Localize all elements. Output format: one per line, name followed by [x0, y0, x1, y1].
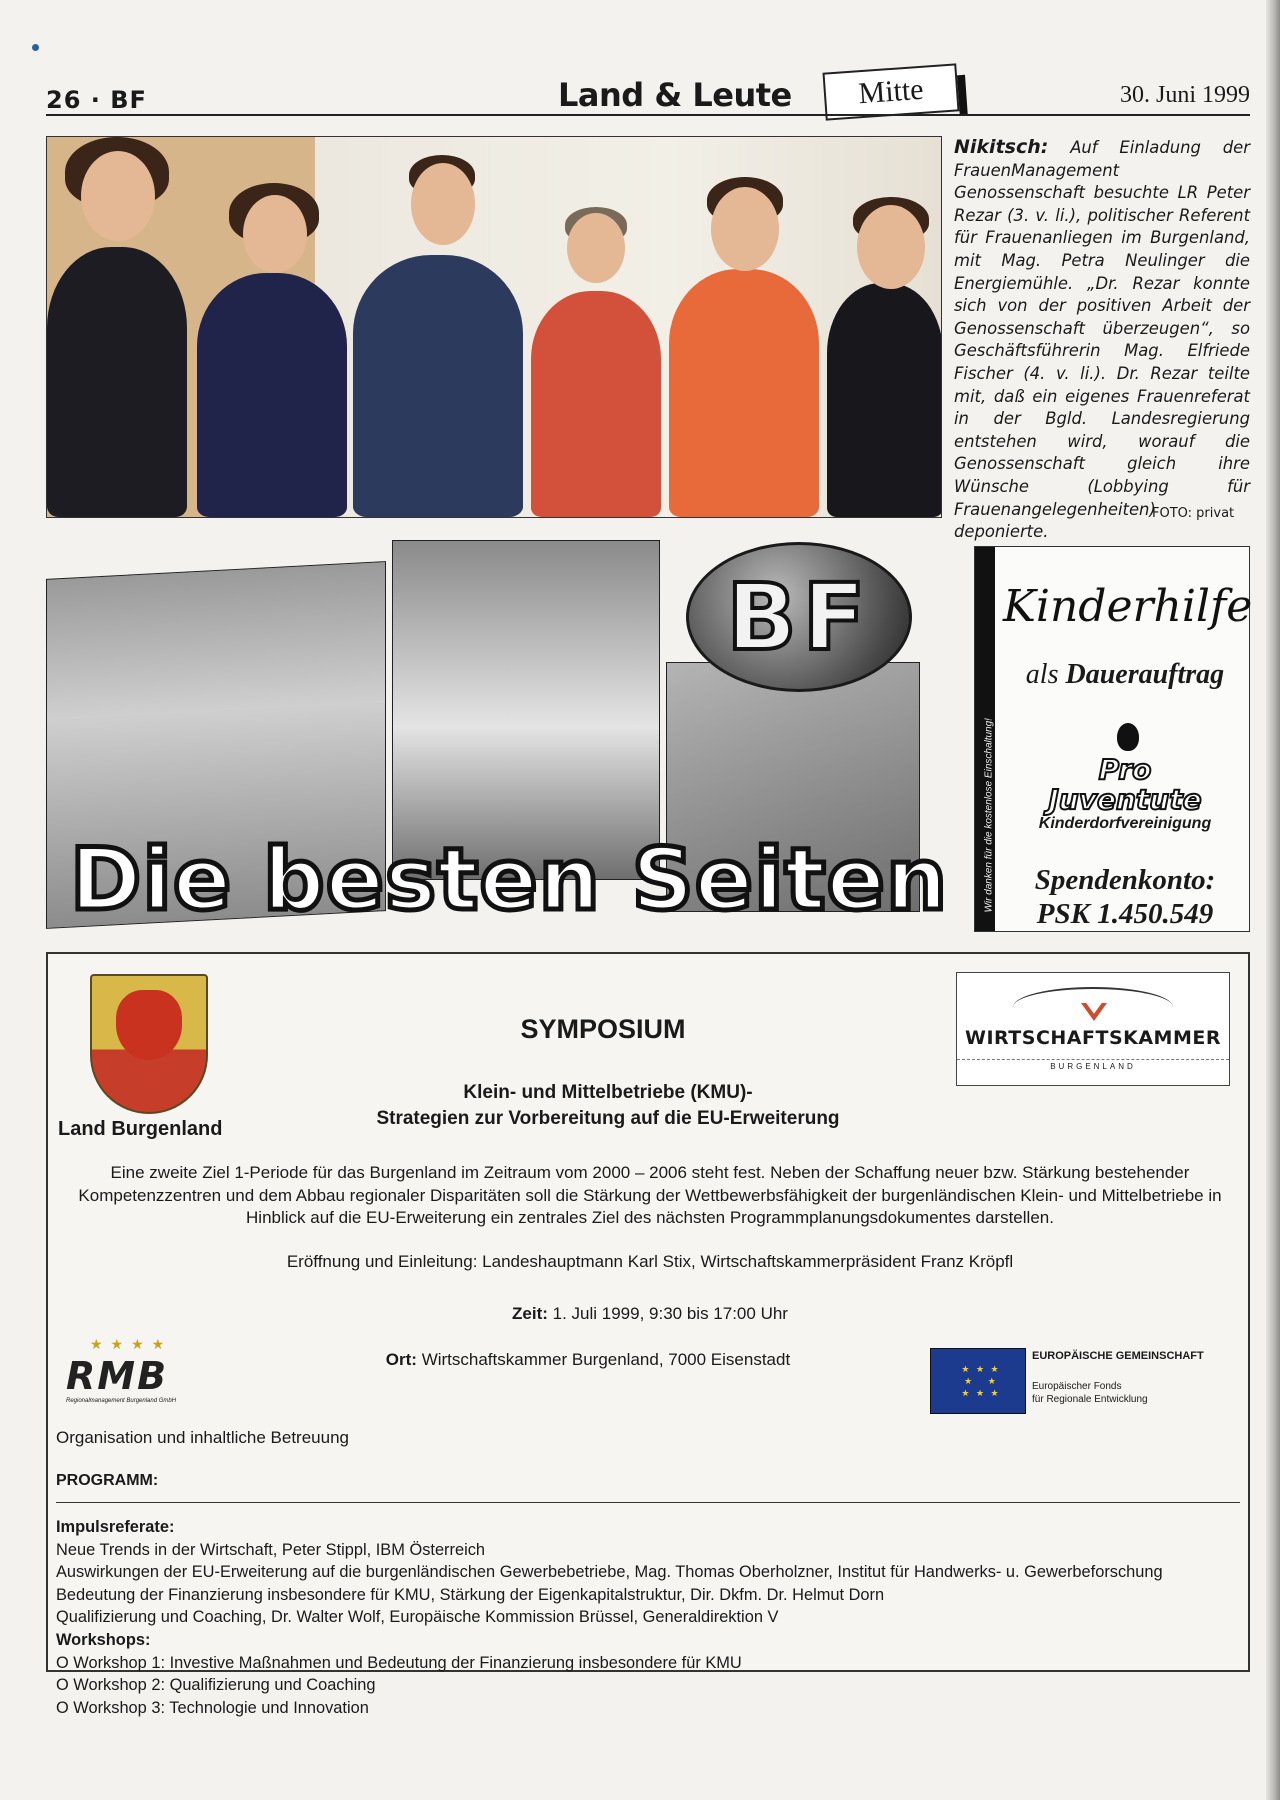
section-title: Land & Leute	[558, 76, 792, 114]
caption-lead: Nikitsch:	[954, 136, 1049, 158]
eu-title: EUROPÄISCHE GEMEINSCHAFT	[1032, 1350, 1204, 1362]
eu-sub-2: für Regionale Entwicklung	[1032, 1394, 1148, 1405]
wk-name: WIRTSCHAFTSKAMMER	[965, 1027, 1221, 1049]
burgenland-coat-of-arms	[90, 974, 208, 1114]
person-1-head	[81, 151, 155, 241]
page-number: 26 · BF	[46, 86, 147, 114]
impuls-item: Qualifizierung und Coaching, Dr. Walter Wolf, Europäische Kommission Brüssel, Generaldirektion V	[56, 1608, 779, 1627]
balloon-icon	[1117, 723, 1139, 751]
spendenkonto-label: Spendenkonto:	[1034, 864, 1216, 896]
ort-label: Ort:	[385, 1350, 417, 1369]
group-photo	[46, 136, 942, 518]
programm-heading: PROGRAMM:	[56, 1472, 159, 1489]
workshop-item: O Workshop 1: Investive Maßnahmen und Bedeutung der Finanzierung insbesondere für KMU	[56, 1653, 742, 1672]
person-4	[531, 291, 661, 517]
page-header	[46, 72, 1250, 114]
workshop-item: O Workshop 2: Qualifizierung und Coaching	[56, 1676, 376, 1695]
header-rule	[46, 114, 1250, 116]
photo-caption	[954, 136, 1250, 544]
symposium-intro: Eine zweite Ziel 1-Periode für das Burgenland im Zeitraum vom 2000 – 2006 steht fest. Neben der Schaffung neuer bzw. Stärkung bestehender Kompetenzzentren und dem Abbau regionaler Disparitäten soll die Stärkung der Wettbewerbsfähigkeit der burgenländischen Klein- und Mittelbetriebe in Hinblick auf die EU-Erweiterung ein zentrales Ziel des nächsten Programmplanungsdokumentes darstellen.	[78, 1163, 1222, 1227]
organisation-line: Organisation und inhaltliche Betreuung	[56, 1428, 349, 1447]
person-5	[669, 269, 819, 517]
workshops-heading: Workshops:	[56, 1630, 151, 1649]
bf-logo	[686, 542, 912, 692]
subtitle-line-2: Strategien zur Vorbereitung auf die EU-Erweiterung	[376, 1108, 840, 1129]
ad-stripe-text: Wir danken für die kostenlose Einschaltung!	[983, 718, 995, 913]
promo-collage	[46, 538, 949, 930]
stork-photo	[392, 540, 660, 880]
subtitle-line-1: Klein- und Mittelbetriebe (KMU)-	[463, 1082, 753, 1103]
programm-rule	[56, 1502, 1240, 1503]
land-burgenland-label: Land Burgenland	[58, 1118, 223, 1140]
wk-sub: BURGENLAND	[957, 1059, 1229, 1071]
person-2-head	[243, 195, 307, 273]
bf-logo-text: BF	[726, 563, 872, 671]
caption-text: Auf Einladung der FrauenManagement Genossenschaft besuchte LR Peter Rezar (3. v. li.), politischer Referent für Frauenanliegen im Burgenland, mit Mag. Petra Neulinger die Energiemühle. „Dr. Rezar konnte sich von der positiven Arbeit der Genossenschaft überzeugen“, so Geschäftsführerin Mag. Elfriede Fischer (4. v. li.). Dr. Rezar teilte mit, daß ein eigenes Frauenreferat in der Bgld. Landesregierung entstehen wird, worauf die Genossenschaft gleich ihre Wünsche (Lobbying für Frauenangelegenheiten) deponierte.	[954, 138, 1250, 542]
kinderhilfe-ad	[974, 546, 1253, 932]
psk-number: PSK 1.450.549	[1036, 898, 1214, 930]
person-6-head	[857, 205, 925, 289]
workshop-item: O Workshop 3: Technologie und Innovation	[56, 1698, 369, 1717]
zeit-label: Zeit:	[512, 1304, 548, 1323]
juventute-word: Juventute	[1048, 783, 1202, 816]
spendenkonto	[1005, 863, 1245, 931]
impuls-heading: Impulsreferate:	[56, 1518, 175, 1536]
blue-dot-mark	[32, 44, 39, 51]
impuls-item: Auswirkungen der EU-Erweiterung auf die burgenländischen Gewerbebetriebe, Mag. Thomas Oberholzner, Institut für Handwerks- u. Gewerbeforschung	[56, 1563, 1163, 1582]
zeit-line	[78, 1304, 1222, 1324]
zeit-value: 1. Juli 1999, 9:30 bis 17:00 Uhr	[552, 1304, 788, 1323]
programm-list	[56, 1516, 1246, 1719]
photo-credit: FOTO: privat	[1152, 506, 1235, 521]
als-word: als	[1025, 659, 1059, 690]
eu-subtitle	[1032, 1380, 1148, 1406]
region-tag: Mitte	[822, 63, 959, 120]
symposium-box	[46, 952, 1250, 1717]
eu-sub-1: Europäischer Fonds	[1032, 1381, 1122, 1392]
person-3-head	[411, 163, 475, 245]
issue-date: 30. Juni 1999	[1119, 82, 1250, 108]
ad-stripe	[975, 547, 995, 931]
eu-stars: ★ ★ ★ ★ ★ ★ ★ ★	[961, 1364, 1001, 1398]
eu-flag-icon	[930, 1348, 1026, 1414]
collage-headline: Die besten Seiten	[70, 830, 949, 930]
pro-word: Pro	[1098, 753, 1152, 786]
ort-line	[348, 1350, 828, 1370]
dauerauftrag-word: Dauerauftrag	[1065, 659, 1225, 690]
person-3	[353, 255, 523, 517]
impuls-item: Neue Trends in der Wirtschaft, Peter Stippl, IBM Österreich	[56, 1540, 486, 1559]
wk-arc	[1013, 987, 1173, 1027]
rmb-small-text: Regionalmanagement Burgenland GmbH	[66, 1398, 177, 1404]
symposium-subtitle	[318, 1080, 898, 1132]
pro-juventute-logo	[1005, 755, 1245, 815]
rmb-logo-text: RMB	[66, 1354, 169, 1398]
kinderdorf-label: Kinderdorfvereinigung	[1038, 815, 1212, 832]
eagle-icon	[116, 990, 182, 1060]
dauerauftrag-line	[1005, 659, 1245, 691]
person-6	[827, 283, 942, 517]
ort-value: Wirtschaftskammer Burgenland, 7000 Eisenstadt	[421, 1350, 791, 1369]
person-4-head	[567, 213, 625, 283]
symposium-title: SYMPOSIUM	[520, 1014, 686, 1044]
page-edge-shadow	[1266, 0, 1280, 1800]
rmb-logo	[60, 1336, 220, 1416]
eu-logo	[930, 1348, 1230, 1416]
person-1	[47, 247, 187, 517]
person-2	[197, 273, 347, 517]
kinderhilfe-script: Kinderhilfe	[1003, 581, 1253, 632]
person-5-head	[711, 187, 779, 271]
rmb-stars-icon: ★★★★	[90, 1336, 173, 1352]
impuls-item: Bedeutung der Finanzierung insbesondere für KMU, Stärkung der Eigenkapitalstruktur, Dir. Dkfm. Dr. Helmut Dorn	[56, 1585, 885, 1604]
wirtschaftskammer-logo	[956, 972, 1230, 1086]
eroeffnung-line: Eröffnung und Einleitung: Landeshauptmann Karl Stix, Wirtschaftskammerpräsident Franz Kröpfl	[286, 1252, 1014, 1271]
